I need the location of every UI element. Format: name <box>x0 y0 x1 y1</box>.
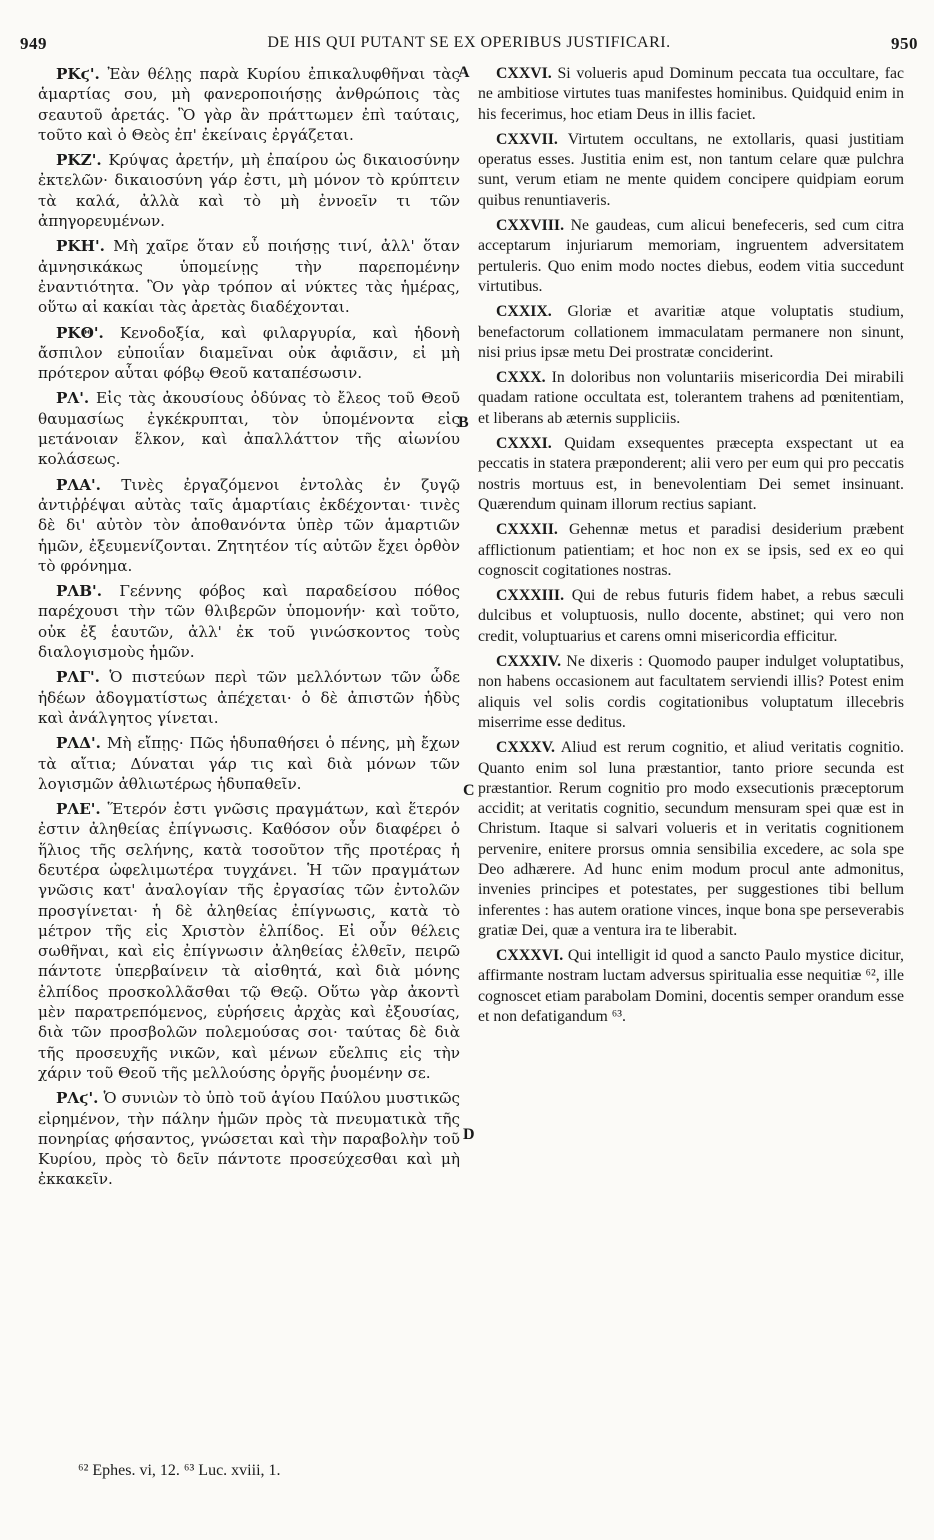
greek-paragraph <box>38 64 460 145</box>
greek-paragraph <box>38 799 460 1083</box>
greek-paragraph <box>38 667 460 728</box>
paragraph-text: Ὁ πιστεύων περὶ τῶν μελλόντων τῶν ὧδε ἡδέων ἀδογματίστως ἀπέχεται· ὁ δὲ ἀπιστῶν ἡδὺς καὶ ἀνάλγητος γίνεται. <box>38 668 460 727</box>
paragraph-number: CXXVI. <box>496 65 552 82</box>
paragraph-number: ΡΛϛ'. <box>56 1089 99 1108</box>
paragraph-number: ΡΛΓ'. <box>56 668 100 687</box>
paragraph-text: Quidam exsequentes præcepta exspectant ut ea peccatis in statera præponderent; alii vero per eum qui pro peccatis nostris mortuus est, in benevolentiam Dei semet insinuant. Quærendum quinam illorum rectius sapiant. <box>478 435 904 513</box>
page-number-right: 950 <box>891 34 918 53</box>
marker-d: D <box>463 1126 475 1143</box>
paragraph-number: CXXIX. <box>496 303 552 321</box>
paragraph-text: Ὁ συνιὼν τὸ ὑπὸ τοῦ ἁγίου Παύλου μυστικῶς εἰρημένον, τὴν πάλην ἡμῶν πρὸς τὰ πνευματικὰ τῆς πονηρίας φήσαντος, γνώσεται καὶ τὴν παραβολὴν τοῦ Κυρίου, πρὸς τὸ δεῖν πάντοτε προσεύχεσθαι καὶ μὴ ἐκκακεῖν. <box>38 1089 460 1189</box>
latin-paragraph <box>478 302 904 363</box>
paragraph-number: CXXVIII. <box>496 217 565 235</box>
paragraph-text: Si volueris apud Dominum peccata tua occultare, fac ne ambitiose virtutes tuas manifestes hominibus. Quidquid enim in his fecerimus, hoc etiam Deus in illis faciet. <box>478 65 904 123</box>
paragraph-text: In doloribus non voluntariis misericordia Dei mirabili quadam ratione occultata est, tolerantem trahens ad pœnitentiam, et liberans ab æternis suppliciis. <box>478 369 904 427</box>
latin-paragraph <box>478 586 904 647</box>
greek-paragraph <box>38 150 460 231</box>
paragraph-number: CXXXIV. <box>496 653 562 671</box>
paragraph-text: Εἰς τὰς ἀκουσίους ὀδύνας τὸ ἔλεος τοῦ Θεοῦ θαυμασίως ἐγκέκρυπται, τὸν ὑπομένοντα εἰς μετάνοιαν ἕλκον, καὶ ἀπαλλάττον τῆς αἰωνίου κολάσεως. <box>38 389 460 469</box>
latin-paragraph <box>478 64 904 125</box>
paragraph-text: Gloriæ et avaritiæ atque voluptatis studium, benefactorum collationem immaculatam permanere non sinunt, nisi prius ipsæ metu Dei prostratæ conciderint. <box>478 303 904 361</box>
latin-paragraph <box>478 434 904 515</box>
paragraph-text: Ne gaudeas, cum alicui benefeceris, sed cum citra acceptarum injuriarum memoriam, ingruentem adversitatem pertuleris. Quo enim modo noctes diebus, eodem vitia succedunt virtutibus. <box>478 217 904 295</box>
latin-paragraph <box>478 368 904 429</box>
paragraph-text: Τινὲς ἐργαζόμενοι ἐντολὰς ἐν ζυγῷ ἀντιῤῥέψαι αὐτὰς ταῖς ἁμαρτίαις ἐκδέχονται· τινὲς δὲ δι' αὐτὸν τὸν ἀποθανόντα ὑπὲρ τῶν ἁμαρτιῶν ἡμῶν, ἐξευμενίζονται. Ζητητέον τίς αὐτῶν ἔχει ὀρθὸν τὸ φρόνημα. <box>38 475 461 575</box>
paragraph-text: Aliud est rerum cognitio, et aliud veritatis cognitio. Quanto enim sol luna præstantior, tanto priore secunda est præstantior. Rerum cognitio pro modo exsecutionis præceptorum accidit; at veritatis cognitio, secundum mensuram spei quæ est in Christum. Itaque si salvari volueris et in veritatis cognitionem pervenire, enitere prorsus omnia sensibilia excedere, ac sola spe Deo adhærere. Ad hunc enim modum procul ante admonitus, invenies principes et potestates, per suggestiones tibi bellum inferentes : has autem oratione vinces, inque bona spe perseverabis gratiæ Dei, quæ a ventura ira te liberabit. <box>478 739 904 939</box>
footnotes: ⁶² Ephes. vi, 12. ⁶³ Luc. xviii, 1. <box>78 1462 281 1479</box>
paragraph-text: Γεέννης φόβος καὶ παραδείσου πόθος παρέχουσι τὴν τῶν θλιβερῶν ὑπομονήν· καὶ τοῦτο, οὐκ ἐξ ἑαυτῶν, ἀλλ' ἐκ τοῦ γινώσκοντος τοὺς διαλογισμοὺς ἡμῶν. <box>38 582 460 662</box>
paragraph-number: ΡΛΑ'. <box>56 475 101 494</box>
latin-paragraph <box>478 946 904 1027</box>
greek-paragraph <box>38 581 460 662</box>
paragraph-number: CXXXIII. <box>496 587 565 605</box>
paragraph-number: ΡΛΒ'. <box>56 582 102 601</box>
paragraph-text: Ἕτερόν ἐστι γνῶσις πραγμάτων, καὶ ἕτερόν ἐστιν ἀληθείας ἐπίγνωσις. Καθόσον οὖν διαφέρει ὁ ἥλιος τῆς σελήνης, κατὰ τοσοῦτον τῆς προτέρας ἡ δευτέρα ὠφελιμωτέρα τυγχάνει. Ἡ τῶν πραγμάτων γνῶσις κατ' ἀναλογίαν τῆς ἐργασίας τῶν ἐντολῶν προσγίνεται· ἡ δὲ ἀληθείας ἐπίγνωσις, κατὰ τὸ μέτρον τῆς εἰς Χριστὸν ἐλπίδος. Εἰ οὖν θέλεις σωθῆναι, καὶ εἰς ἐπίγνωσιν ἀληθείας ἐλθεῖν, πειρῶ πάντοτε ὑπερβαίνειν τὰ αἰσθητά, καὶ διὰ μόνης ἐλπίδος προσκολλᾶσθαι τῷ Θεῷ. Οὕτω γὰρ ἀκοντὶ μὲν παρατρεπόμενος, εὑρήσεις ἀρχὰς καὶ ἐξουσίας, διὰ τῶν προσβολῶν πολεμούσας σοι· ταύτας δὲ διὰ τῆς προσευχῆς νικῶν, καὶ μένων εὔελπις εἰς τὴν χάριν τοῦ Θεοῦ τῆς μελλούσης ὀργῆς ῥυομένην σε. <box>38 800 461 1082</box>
paragraph-text: Gehennæ metus et paradisi desiderium præbent afflictionum patientiam; et hoc non ex se ipsis, sed ex eo qui cognoscit cogitationes nostras. <box>478 521 904 579</box>
marker-b: B <box>458 414 469 431</box>
paragraph-text: Μὴ χαῖρε ὅταν εὖ ποιήσῃς τινί, ἀλλ' ὅταν ἀμνησικάκως ὑπομείνῃς τὴν παρεπομένην ἐναντιότητα. Ὃν γὰρ τρόπον αἱ νύκτες τὰς ἡμέρας, οὕτω αἱ κακίαι τὰς ἀρετὰς διαδέχονται. <box>38 237 461 317</box>
latin-paragraph <box>478 130 904 211</box>
paragraph-number: CXXXVI. <box>496 947 564 965</box>
paragraph-text: Κρύψας ἀρετήν, μὴ ἐπαίρου ὡς δικαιοσύνην ἐκτελῶν· δικαιοσύνη γάρ ἐστι, μὴ μόνον τὸ κρύπτειν τὰ καλά, ἀλλὰ καὶ τὸ μὴ ἐννοεῖν τι τῶν ἀπηγορευμένων. <box>38 151 460 231</box>
paragraph-text: Qui de rebus futuris fidem habet, a rebus sæculi dulcibus et voluptuosis, nullo docente, abstinet; qui vero non credit, voluptuarius et carens omni misericordia efficitur. <box>478 587 904 645</box>
paragraph-text: Virtutem occultans, ne extollaris, quasi justitiam operatus esses. Justitia enim est, non tantum celare quæ pulchra sunt, verum etiam ne mente quidem concipere quidpiam eorum quibus renuntiaveris. <box>478 130 904 209</box>
paragraph-text: Ἐὰν θέλῃς παρὰ Κυρίου ἐπικαλυφθῆναι τὰς ἁμαρτίας σου, μὴ φανεροποιήσῃς ἀνθρώποις τὰς σεαυτοῦ ἀρετάς. Ὃ γὰρ ἂν πράττωμεν ἐπὶ ταύταις, τοῦτο καὶ ὁ Θεὸς ἐπ' ἐκείναις ἐργάζεται. <box>38 65 461 144</box>
paragraph-text: Ne dixeris : Quomodo pauper indulget voluptatibus, non habens occasionem aut facultatem serviendi illis? Potest enim aliquis vel solis cordis cogitationibus voluptatum illecebris miserrime esse deditus. <box>478 653 905 731</box>
paragraph-number: CXXXII. <box>496 521 558 539</box>
running-title: DE HIS QUI PUTANT SE EX OPERIBUS JUSTIFICARI. <box>267 34 671 51</box>
paragraph-number: ΡΚΖ'. <box>56 151 102 170</box>
paragraph-number: ΡΚϛ'. <box>56 65 100 83</box>
greek-paragraph <box>38 388 460 469</box>
paragraph-number: ΡΛ'. <box>56 389 90 408</box>
page-number-left: 949 <box>20 34 47 53</box>
greek-paragraph <box>38 236 460 317</box>
greek-paragraph <box>38 323 460 384</box>
marker-a: A <box>458 64 470 81</box>
paragraph-number: CXXXI. <box>496 435 552 453</box>
greek-paragraph <box>38 733 460 794</box>
greek-column <box>38 64 460 1195</box>
paragraph-number: ΡΛΕ'. <box>56 800 101 819</box>
paragraph-number: ΡΚΘ'. <box>56 323 104 342</box>
paragraph-text: Qui intelligit id quod a sancto Paulo mystice dicitur, affirmante nostram luctam adversus spiritualia esse nequitiæ ⁶², ille cognoscet etiam parabolam Domini, docentis semper orandum esse et non defatigandum ⁶³. <box>478 947 904 1026</box>
marker-c: C <box>463 782 475 799</box>
latin-column <box>478 64 904 1032</box>
paragraph-number: ΡΚΗ'. <box>56 237 105 256</box>
latin-paragraph <box>478 216 904 297</box>
latin-paragraph <box>478 520 904 581</box>
paragraph-number: CXXVII. <box>496 130 558 148</box>
paragraph-number: CXXX. <box>496 369 546 387</box>
greek-paragraph <box>38 1088 460 1189</box>
greek-paragraph <box>38 475 460 576</box>
paragraph-text: Κενοδοξία, καὶ φιλαργυρία, καὶ ἡδονὴ ἄσπιλον εὐποιΐαν διαμεῖναι οὐκ ἀφιᾶσιν, εἰ μὴ πρότερον αὗται φόβῳ Θεοῦ καταπέσωσιν. <box>38 323 460 383</box>
paragraph-number: ΡΛΔ'. <box>56 734 101 753</box>
latin-paragraph <box>478 652 904 733</box>
paragraph-text: Μὴ εἴπῃς· Πῶς ἡδυπαθήσει ὁ πένης, μὴ ἔχων τὰ αἴτια; Δύναται γάρ τις καὶ διὰ μόνων τῶν λογισμῶν ἀθλιωτέρως ἡδυπαθεῖν. <box>38 734 461 793</box>
paragraph-number: CXXXV. <box>496 739 555 757</box>
page-header <box>20 34 918 60</box>
latin-paragraph <box>478 738 904 941</box>
